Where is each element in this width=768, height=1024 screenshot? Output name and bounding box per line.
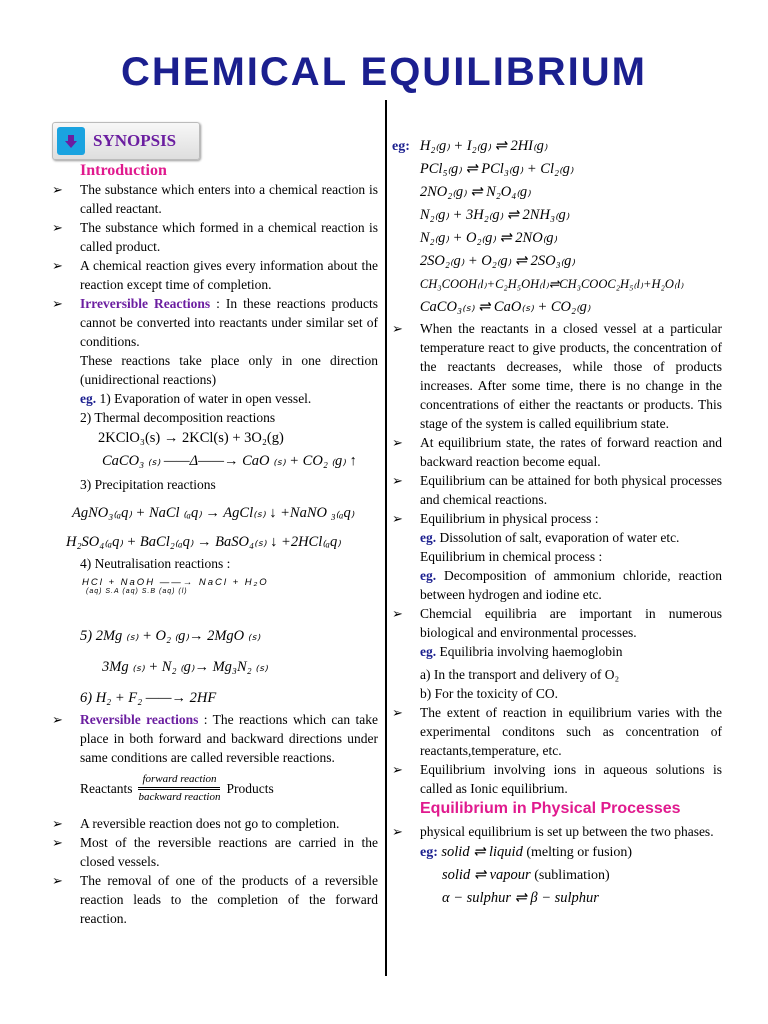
chemical-example-text: Decomposition of ammonium chloride, reaction between hydrogen and iodine etc.	[420, 568, 722, 602]
equilibrium-equation: N₂₍g₎ + O₂₍g₎ ⇌ 2NO₍g₎	[419, 230, 558, 246]
list-item: ➢ Equilibrium in physical process :	[392, 509, 722, 528]
example-1-text: 1) Evaporation of water in open vessel.	[96, 391, 312, 406]
phase-example-2	[392, 864, 722, 887]
equilibrium-equation: N₂₍g₎ + 3H₂₍g₎ ⇌ 2NH₃₍g₎	[419, 207, 570, 223]
haemoglobin-example	[392, 642, 722, 661]
equilibrium-equation: CH₃COOH₍l₎+C₂H₅OH₍l₎⇌CH₃COOC₂H₅₍l₎+H₂O₍l₎	[419, 277, 684, 291]
equation-agno3: AgNO₃₍ₐq₎ + NaCl ₍ₐq₎ → AgCl₍ₛ₎ ↓ +NaNO ₃₍ₐq₎	[72, 505, 355, 521]
equation-mg3n2: 3Mg ₍ₛ₎ + N₂ ₍g₎→ Mg₃N₂ ₍ₛ₎	[102, 659, 268, 675]
list-item: ➢ A reversible reaction does not go to completion.	[52, 814, 378, 833]
physical-processes-heading: Equilibrium in Physical Processes	[420, 800, 681, 817]
chemical-process-label: Equilibrium in chemical process :	[420, 549, 603, 564]
left-column	[52, 122, 378, 928]
list-item	[52, 710, 378, 767]
list-item: ➢ A chemical reaction gives every information about the reaction except time of completion.	[52, 256, 378, 294]
example-2: 2) Thermal decomposition reactions	[80, 410, 276, 425]
equation-mgo: 5) 2Mg ₍ₛ₎ + O₂ ₍g₎→ 2MgO ₍ₛ₎	[80, 628, 261, 644]
equation-h2so4: H₂SO₄₍ₐq₎ + BaCl₂₍ₐq₎ → BaSO₄₍ₛ₎ ↓ +2HCl₍ₐq₎	[66, 534, 341, 550]
list-item: ➢ Most of the reversible reactions are carried in the closed vessels.	[52, 833, 378, 871]
reversible-scheme	[80, 773, 378, 804]
arrow-down-icon	[57, 127, 85, 155]
list-item	[52, 294, 378, 351]
chemical-example	[392, 566, 722, 604]
equilibrium-equation: 2NO₂₍g₎ ⇌ N₂O₄₍g₎	[419, 184, 531, 200]
irreversible-text-2: These reactions take place only in one direction (unidirectional reactions)	[80, 353, 378, 387]
equilibrium-equation: 2SO₂₍g₎ + O₂₍g₎ ⇌ 2SO₃₍g₎	[419, 253, 575, 269]
list-item: ➢ physical equilibrium is set up between the two phases.	[392, 822, 722, 841]
list-item: ➢ The substance which enters into a chemical reaction is called reactant.	[52, 180, 378, 218]
list-item: ➢ The extent of reaction in equilibrium varies with the experimental conditons such as concentration of reactants,temperature, etc.	[392, 703, 722, 760]
example-1	[52, 389, 378, 408]
equilibrium-equation: H₂₍g₎ + I₂₍g₎ ⇌ 2HI₍g₎	[419, 138, 548, 154]
eg-label: eg:	[420, 845, 438, 860]
products-label: Products	[226, 780, 274, 796]
equation-hf: 6) H₂ + F₂ ——→ 2HF	[80, 690, 217, 706]
eg-label: eg.	[420, 530, 437, 545]
equation-neutralisation: HCl + NaOH ——→ NaCl + H₂O	[82, 577, 269, 588]
equation-caco3: CaCO₃ ₍ₛ₎ ——Δ——→ CaO ₍ₛ₎ + CO₂ ₍g₎ ↑	[102, 453, 357, 469]
equation-kclo3: 2KClO₃(s) → 2KCl(s) + 3O₂(g)	[98, 430, 284, 446]
reversible-arrow	[138, 773, 220, 804]
phase-equation: solid ⇌ liquid	[441, 844, 523, 860]
example-4: 4) Neutralisation reactions :	[80, 556, 231, 571]
column-divider	[385, 100, 387, 976]
eg-label: eg:	[392, 139, 410, 154]
haemoglobin-text: Equilibria involving haemoglobin	[436, 644, 623, 659]
list-item: ➢ Equilibrium can be attained for both physical processes and chemical reactions.	[392, 471, 722, 509]
phase-example-1	[392, 841, 722, 864]
forward-label: forward reaction	[142, 773, 217, 785]
phase-note: (melting or fusion)	[522, 845, 633, 860]
example-3: 3) Precipitation reactions	[80, 477, 216, 492]
list-item: ➢ When the reactants in a closed vessel at a particular temperature react to give products, the concentration of the reactants decreases, while those of products increases. After some time, there is no change in the concentrations of either the reactants or products. This stage of the system is called equilibrium state.	[392, 319, 722, 433]
irreversible-text: : In these reactions products cannot be converted into reactants under similar set of conditions.	[80, 296, 378, 349]
reversible-heading: Reversible reactions	[80, 712, 199, 727]
phase-equation: α − sulphur ⇌ β − sulphur	[442, 890, 599, 906]
physical-example	[392, 528, 722, 547]
synopsis-tab[interactable]	[52, 122, 200, 160]
haemoglobin-point-a: a) In the transport and delivery of O₂	[420, 667, 620, 682]
eg-label: eg.	[420, 568, 437, 583]
list-item: ➢ The substance which formed in a chemical reaction is called product.	[52, 218, 378, 256]
list-item: ➢ Equilibrium involving ions in aqueous solutions is called as Ionic equilibrium.	[392, 760, 722, 798]
equilibrium-equation: CaCO₃₍ₛ₎ ⇌ CaO₍ₛ₎ + CO₂₍g₎	[419, 299, 591, 315]
page-title: CHEMICAL EQUILIBRIUM	[121, 50, 647, 94]
phase-example-3	[392, 887, 722, 910]
list-item: ➢ The removal of one of the products of a reversible reaction leads to the completion of the forward reaction.	[52, 871, 378, 928]
irreversible-heading: Irreversible Reactions	[80, 296, 211, 311]
example-equations	[392, 135, 722, 319]
phase-equation: solid ⇌ vapour	[442, 867, 531, 883]
list-item: ➢ At equilibrium state, the rates of forward reaction and backward reaction become equal.	[392, 433, 722, 471]
eg-label: eg.	[80, 391, 97, 406]
introduction-heading: Introduction	[80, 162, 167, 179]
equilibrium-equation: PCl₅₍g₎ ⇌ PCl₃₍g₎ + Cl₂₍g₎	[419, 161, 574, 177]
backward-label: backward reaction	[138, 791, 221, 803]
list-item: ➢ Chemcial equilibria are important in numerous biological and environmental processes.	[392, 604, 722, 642]
phase-note: (sublimation)	[530, 868, 610, 883]
reversible-text: : The reactions which can take place in both forward and backward directions under same conditions are called reversible reactions.	[80, 712, 378, 765]
synopsis-label: SYNOPSIS	[93, 131, 177, 150]
reactants-label: Reactants	[80, 780, 133, 796]
equation-neutralisation-subscripts: (aq) S.A (aq) S.B (aq) (l)	[86, 588, 188, 595]
haemoglobin-point-b: b) For the toxicity of CO.	[420, 686, 558, 701]
physical-example-text: Dissolution of salt, evaporation of water etc.	[436, 530, 680, 545]
right-column	[392, 135, 722, 910]
eg-label: eg.	[420, 644, 437, 659]
